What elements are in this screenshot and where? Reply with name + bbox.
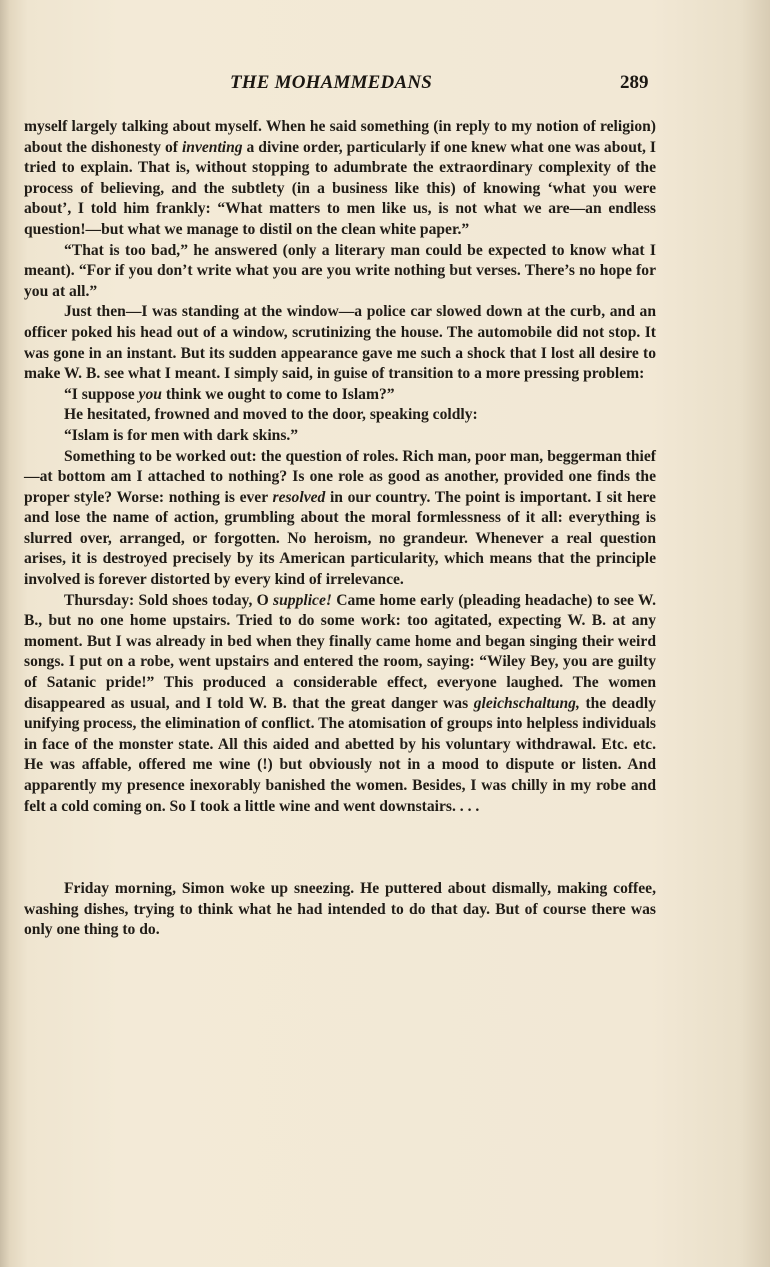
paragraph <box>24 241 656 303</box>
text-run: “That is too bad,” he answered (only a literary man could be expected to know what I meant). “For if you don’t write what you are you write nothing but verses. There’s no hope for you at all.” <box>24 241 656 300</box>
text-run: Something to be worked out: the question of roles. Rich man, poor man, beggerman thief—at bottom am I attached to nothing? Is one role as good as another, provided one finds the proper style? Worse: nothing is ever <box>24 447 656 506</box>
italic-run: supplice! <box>273 591 332 609</box>
body-text <box>24 117 656 941</box>
paragraph <box>24 591 656 818</box>
paragraph <box>24 302 656 384</box>
paragraph <box>24 426 656 447</box>
text-run: the deadly unifying process, the elimination of conflict. The atomisation of groups into helpless individuals in face of the monster state. All this aided and abetted by his voluntary withdrawal. Etc. etc. He was affable, offered me wine (!) but obviously not in a mood to dispute or listen. And apparently my presence inexorably banished the women. Besides, I was chilly in my robe and felt a cold coming on. So I took a little wine and went downstairs. . . . <box>24 694 656 815</box>
paragraph <box>24 385 656 406</box>
paragraph <box>24 405 656 426</box>
paragraph <box>24 447 656 591</box>
paragraph <box>24 117 656 241</box>
italic-run: resolved <box>272 488 326 506</box>
text-run: Just then—I was standing at the window—a police car slowed down at the curb, and an officer poked his head out of a window, scrutinizing the house. The automobile did not stop. It was gone in an instant. But its sudden appearance gave me such a shock that I lost all desire to make W. B. see what I meant. I simply said, in guise of transition to a more pressing problem: <box>24 303 656 383</box>
text-run: a divine order, particularly if one knew what one was about, I tried to explain. That is, without stopping to adumbrate the extraordinary complexity of the process of believing, and the subtlety (in a business like this) of knowing ‘what you were about’, I told him frankly: “What matters to men like us, is not what we are—an endless question!—but what we manage to distil on the clean white paper.” <box>24 138 656 238</box>
paragraph <box>24 879 656 941</box>
text-run: Friday morning, Simon woke up sneezing. He puttered about dismally, making coffee, washing dishes, trying to think what he had intended to do that day. But of course there was only one thing to do. <box>24 880 656 939</box>
page-header <box>0 72 770 100</box>
text-run: “Islam is for men with dark skins.” <box>64 426 299 444</box>
italic-run: you <box>138 385 162 403</box>
italic-run: inventing <box>181 138 243 156</box>
text-run: He hesitated, frowned and moved to the door, speaking coldly: <box>64 406 478 424</box>
italic-run: gleichschaltung, <box>473 694 580 712</box>
text-run: think we ought to come to Islam?” <box>161 385 395 403</box>
text-run: Came home early (pleading headache) to see W. B., but no one home upstairs. Tried to do some work: too agitated, expecting W. B. at any moment. But I was already in bed when they finally came home and began singing their weird songs. I put on a robe, went upstairs and entered the room, saying: “Wiley Bey, you are guilty of Satanic pride!” This produced a considerable effect, everyone laughed. The women disappeared as usual, and I told W. B. that the great danger was <box>24 591 656 712</box>
text-run: “I suppose <box>64 385 139 403</box>
text-run: myself largely talking about myself. When he said something (in reply to my notion of religion) about the dishonesty of <box>24 118 656 156</box>
text-run: Thursday: Sold shoes today, O <box>64 591 274 609</box>
text-run: in our country. The point is important. I sit here and lose the name of action, grumbling about the moral formlessness of it all: everything is slurred over, arranged, or forgotten. No heroism, no grandeur. Whenever a real question arises, it is destroyed precisely by its American particularity, which means that the principle involved is forever distorted by every kind of irrelevance. <box>24 488 656 589</box>
page-number: 289 <box>620 72 649 93</box>
running-head: THE MOHAMMEDANS <box>230 72 433 93</box>
